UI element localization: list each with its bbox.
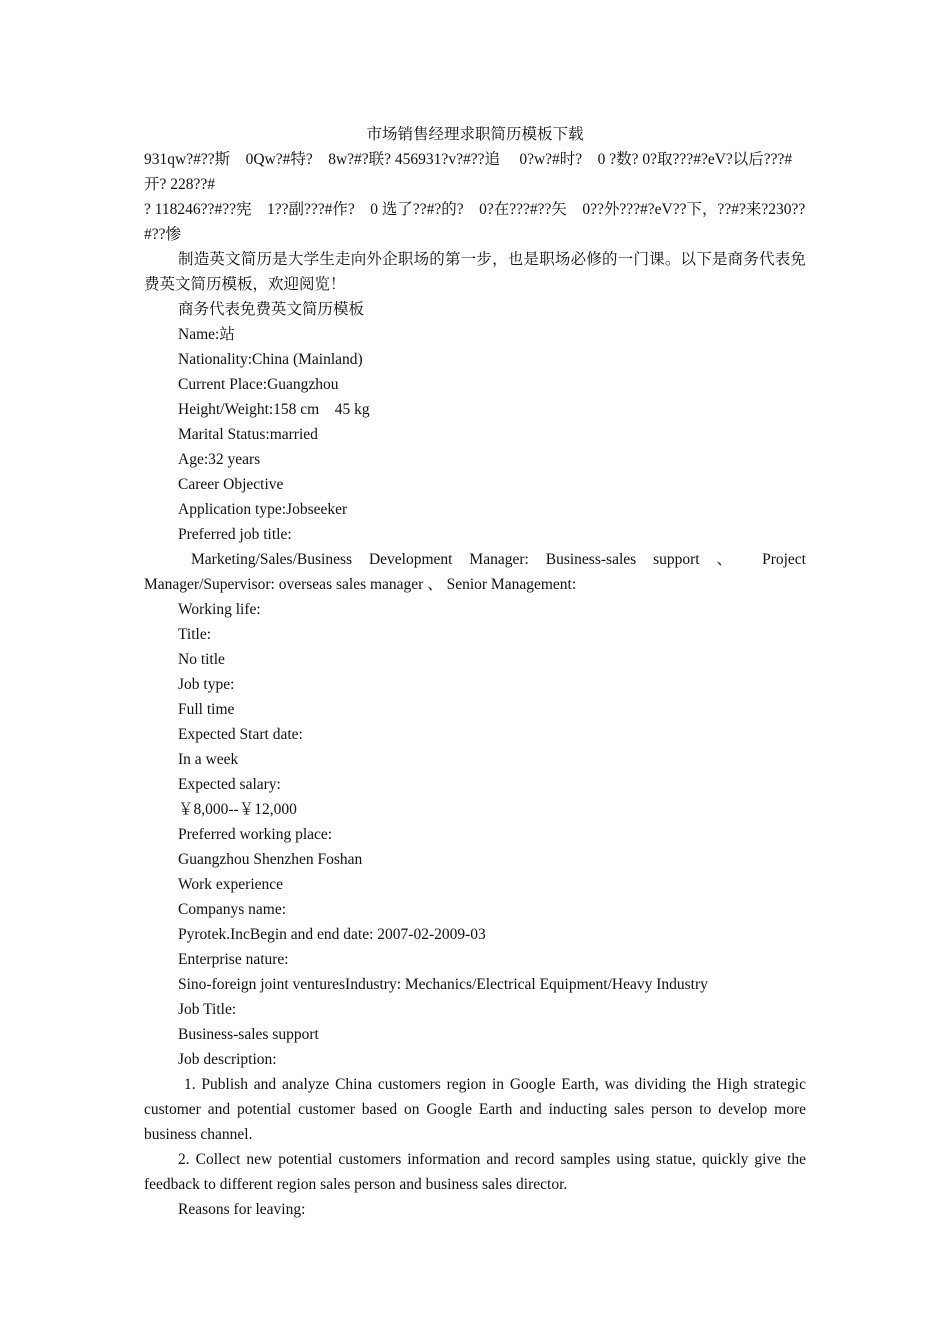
value-expected-start: In a week: [178, 751, 239, 768]
garbled-line-1: 931qw?#??斯 0Qw?#特? 8w?#?联? 456931?v?#??追 0?w?#时? 0 ?数? 0?取???#?eV?以后???#开? 228??#: [144, 151, 793, 193]
field-height-weight: Height/Weight:158 cm 45 kg: [178, 401, 370, 418]
field-current-place: Current Place:Guangzhou: [178, 376, 339, 393]
field-age: Age:32 years: [178, 451, 261, 468]
field-preferred-place: Preferred working place:: [178, 826, 333, 843]
value-expected-salary: ￥8,000--￥12,000: [178, 801, 297, 818]
value-job-type: Full time: [178, 701, 235, 718]
job-titles-paragraph: Marketing/Sales/Business Development Manager: Business-sales support 、 Project Manager/Supervisor: overseas sales manager 、 Senior Management:: [144, 551, 806, 593]
document-title: 市场销售经理求职简历模板下载: [366, 126, 584, 143]
field-nationality: Nationality:China (Mainland): [178, 351, 363, 368]
value-preferred-place: Guangzhou Shenzhen Foshan: [178, 851, 363, 868]
resume-subtitle: 商务代表免费英文简历模板: [178, 301, 365, 318]
document-page: [144, 122, 806, 1222]
field-working-life: Working life:: [178, 601, 261, 618]
field-preferred-job-title: Preferred job title:: [178, 526, 292, 543]
field-marital-status: Marital Status:married: [178, 426, 318, 443]
field-reasons-for-leaving: Reasons for leaving:: [178, 1201, 306, 1218]
value-company-dates: Pyrotek.IncBegin and end date: 2007-02-2009-03: [178, 926, 486, 943]
field-company-name: Companys name:: [178, 901, 287, 918]
value-job-title: Business-sales support: [178, 1026, 319, 1043]
section-work-experience: Work experience: [178, 876, 284, 893]
field-job-title: Job Title:: [178, 1001, 237, 1018]
field-title: Title:: [178, 626, 212, 643]
job-description-item-2: 2. Collect new potential customers information and record samples using statue, quickly give the feedback to different region sales person and business sales director.: [144, 1151, 806, 1193]
field-application-type: Application type:Jobseeker: [178, 501, 348, 518]
field-expected-salary: Expected salary:: [178, 776, 281, 793]
field-job-description: Job description:: [178, 1051, 277, 1068]
garbled-line-2: ? 118246??#??宪 1??副???#作? 0 选了??#?的? 0?在???#??矢 0??外???#?eV??下，??#?来?230??#??惨: [144, 201, 806, 243]
field-enterprise-nature: Enterprise nature:: [178, 951, 289, 968]
section-career-objective: Career Objective: [178, 476, 284, 493]
value-title: No title: [178, 651, 225, 668]
job-description-item-1: 1. Publish and analyze China customers region in Google Earth, was dividing the High strategic customer and potential customer based on Google Earth and inducting sales person to develop more business channel.: [144, 1076, 806, 1143]
intro-paragraph: 制造英文简历是大学生走向外企职场的第一步，也是职场必修的一门课。以下是商务代表免费英文简历模板，欢迎阅览！: [144, 251, 806, 293]
field-expected-start: Expected Start date:: [178, 726, 303, 743]
value-enterprise-industry: Sino-foreign joint venturesIndustry: Mechanics/Electrical Equipment/Heavy Industry: [178, 976, 708, 993]
field-name: Name:站: [178, 326, 235, 343]
field-job-type: Job type:: [178, 676, 235, 693]
